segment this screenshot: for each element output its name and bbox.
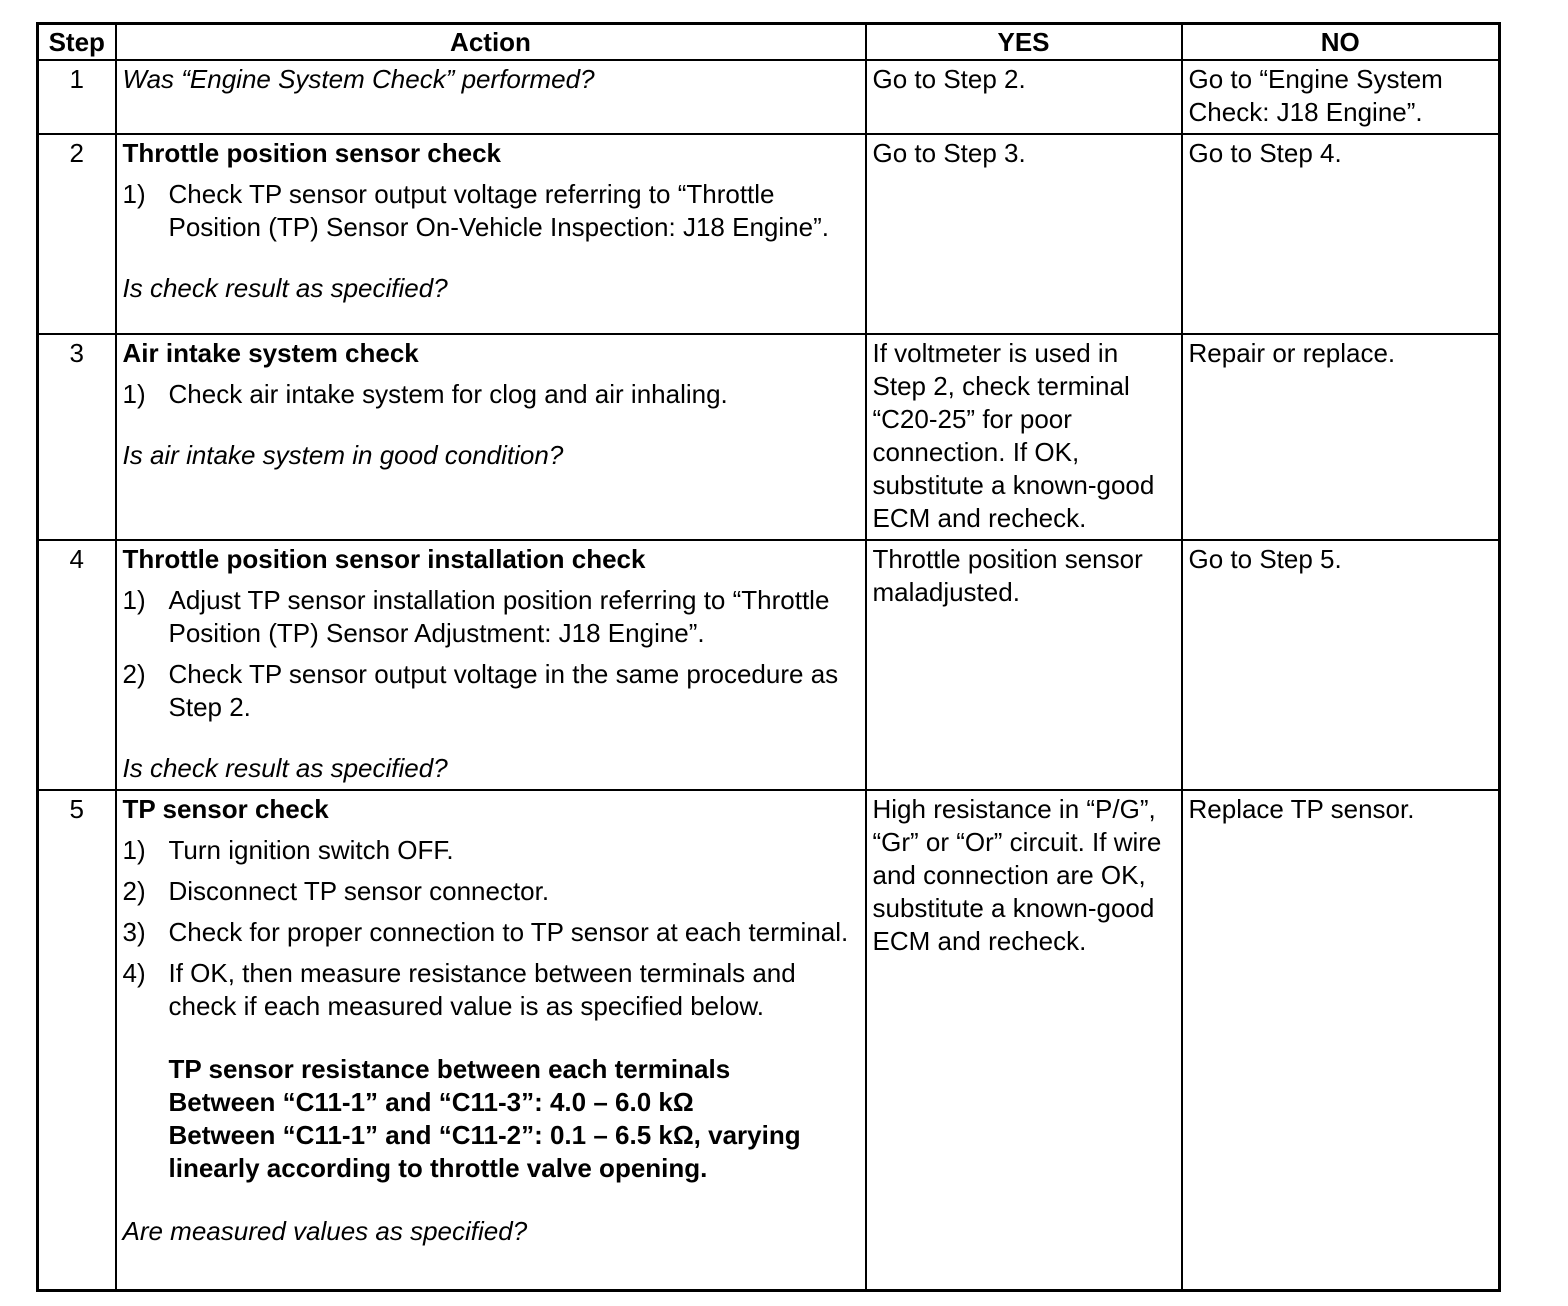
action-cell	[116, 540, 866, 790]
step-number: 3	[38, 334, 116, 540]
list-item-number: 2)	[122, 876, 146, 906]
list-item-number: 4)	[122, 958, 146, 988]
header-row	[38, 24, 1500, 61]
spec-heading: TP sensor resistance between each terminals	[168, 1054, 731, 1084]
action-question: Are measured values as specified?	[122, 1216, 528, 1246]
header-yes: YES	[866, 24, 1182, 61]
action-steps	[123, 178, 859, 244]
yes-cell: Throttle position sensor maladjusted.	[866, 540, 1182, 790]
step-number: 2	[38, 134, 116, 334]
list-item	[123, 658, 859, 724]
action-question: Is check result as specified?	[122, 273, 448, 303]
step-number: 1	[38, 60, 116, 134]
no-cell: Replace TP sensor.	[1182, 790, 1500, 1290]
header-step: Step	[38, 24, 116, 61]
resistance-spec	[169, 1053, 859, 1185]
list-item	[123, 916, 859, 949]
table-row	[38, 134, 1500, 334]
list-item-number: 1)	[122, 835, 146, 865]
step-number: 4	[38, 540, 116, 790]
list-item-text: If OK, then measure resistance between terminals and check if each measured value is as specified below.	[168, 958, 796, 1021]
table-row	[38, 540, 1500, 790]
list-item	[123, 584, 859, 650]
action-cell	[116, 60, 866, 134]
table-row	[38, 790, 1500, 1290]
action-steps	[123, 378, 859, 411]
list-item-number: 3)	[122, 917, 146, 947]
no-cell: Go to Step 4.	[1182, 134, 1500, 334]
spec-line: Between “C11-1” and “C11-3”: 4.0 – 6.0 kΩ	[168, 1087, 694, 1117]
action-question: Is check result as specified?	[122, 753, 448, 783]
action-steps	[123, 584, 859, 724]
yes-cell: High resistance in “P/G”, “Gr” or “Or” circuit. If wire and connection are OK, substitute a known-good ECM and recheck.	[866, 790, 1182, 1290]
list-item	[123, 957, 859, 1023]
list-item-number: 1)	[122, 585, 146, 615]
action-title: Air intake system check	[122, 338, 419, 368]
list-item-number: 1)	[122, 179, 146, 209]
header-no: NO	[1182, 24, 1500, 61]
list-item-text: Disconnect TP sensor connector.	[168, 876, 550, 906]
list-item-text: Check TP sensor output voltage in the same procedure as Step 2.	[168, 659, 839, 722]
action-title: TP sensor check	[122, 794, 329, 824]
action-question: Was “Engine System Check” performed?	[122, 64, 595, 94]
action-title: Throttle position sensor installation check	[122, 544, 646, 574]
step-number: 5	[38, 790, 116, 1290]
list-item	[123, 378, 859, 411]
list-item-text: Check TP sensor output voltage referring to “Throttle Position (TP) Sensor On-Vehicle Inspection: J18 Engine”.	[168, 179, 829, 242]
diagnosis-table	[36, 22, 1501, 1292]
header-action: Action	[116, 24, 866, 61]
no-cell: Go to “Engine System Check: J18 Engine”.	[1182, 60, 1500, 134]
list-item-text: Adjust TP sensor installation position referring to “Throttle Position (TP) Sensor Adjustment: J18 Engine”.	[168, 585, 830, 648]
action-cell	[116, 790, 866, 1290]
action-cell	[116, 334, 866, 540]
action-steps	[123, 834, 859, 1023]
no-cell: Go to Step 5.	[1182, 540, 1500, 790]
table-row	[38, 60, 1500, 134]
list-item-text: Turn ignition switch OFF.	[168, 835, 454, 865]
list-item	[123, 834, 859, 867]
action-cell	[116, 134, 866, 334]
table-row	[38, 334, 1500, 540]
action-question: Is air intake system in good condition?	[122, 440, 564, 470]
list-item	[123, 875, 859, 908]
yes-cell: Go to Step 3.	[866, 134, 1182, 334]
yes-cell: If voltmeter is used in Step 2, check terminal “C20-25” for poor connection. If OK, substitute a known-good ECM and recheck.	[866, 334, 1182, 540]
yes-cell: Go to Step 2.	[866, 60, 1182, 134]
list-item-text: Check for proper connection to TP sensor at each terminal.	[168, 917, 849, 947]
action-title: Throttle position sensor check	[122, 138, 502, 168]
list-item-number: 1)	[122, 379, 146, 409]
no-cell: Repair or replace.	[1182, 334, 1500, 540]
spec-line: Between “C11-1” and “C11-2”: 0.1 – 6.5 kΩ, varying linearly according to throttle valve opening.	[168, 1120, 801, 1183]
list-item-number: 2)	[122, 659, 146, 689]
list-item	[123, 178, 859, 244]
list-item-text: Check air intake system for clog and air inhaling.	[168, 379, 728, 409]
